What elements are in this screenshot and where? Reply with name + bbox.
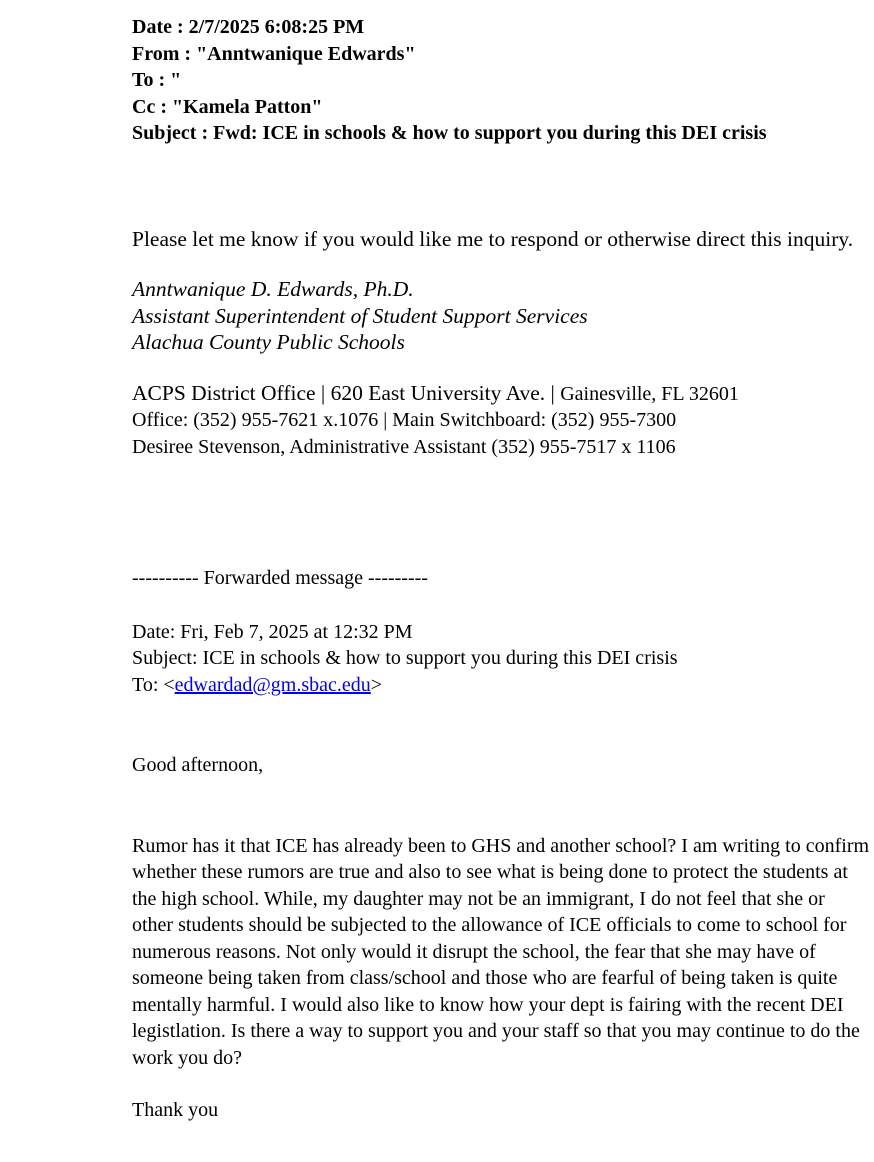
forwarded-subject: Subject: ICE in schools & how to support you during this DEI crisis <box>132 647 678 669</box>
header-cc-value: "Kamela Patton" <box>171 95 323 118</box>
contact-office-part1: ACPS District Office | <box>132 380 331 405</box>
header-from-label: From : <box>132 42 197 65</box>
forwarded-meta <box>132 619 870 699</box>
contact-block <box>132 380 870 461</box>
header-cc <box>132 94 870 121</box>
forwarded-to-suffix: > <box>370 673 383 696</box>
header-from-value: "Anntwanique Edwards" <box>196 42 416 65</box>
header-subject-value: Fwd: ICE in schools & how to support you during this DEI crisis <box>213 122 767 144</box>
signature-block <box>132 276 870 356</box>
contact-office-line <box>132 380 870 408</box>
header-cc-label: Cc : <box>132 95 172 118</box>
email-document <box>132 14 870 1124</box>
message-greeting: Good afternoon, <box>132 754 264 776</box>
header-to-label: To : <box>132 69 171 91</box>
header-from <box>132 41 870 68</box>
intro-paragraph: Please let me know if you would like me to respond or otherwise direct this inquiry. <box>132 226 854 251</box>
header-subject <box>132 120 870 147</box>
forwarded-to <box>132 672 870 699</box>
header-to-value: " <box>170 69 182 91</box>
contact-office-part3: Gainesville, FL 32601 <box>560 382 739 405</box>
signature-title: Assistant Superintendent of Student Support Services <box>132 303 588 328</box>
header-date-label: Date : <box>132 16 189 38</box>
contact-phone-line: Office: (352) 955-7621 x.1076 | Main Switchboard: (352) 955-7300 <box>132 409 677 431</box>
contact-office-part2: 620 East University Ave. | <box>330 380 561 405</box>
email-header <box>132 14 870 147</box>
header-subject-label: Subject : <box>132 122 214 144</box>
signature-name: Anntwanique D. Edwards, Ph.D. <box>132 277 414 301</box>
forwarded-to-email-link[interactable]: edwardad@gm.sbac.edu <box>174 673 371 696</box>
header-to <box>132 67 870 94</box>
forwarded-separator: ---------- Forwarded message --------- <box>132 567 428 589</box>
message-body: Rumor has it that ICE has already been to GHS and another school? I am writing to confirm whether these rumors are true and also to see what is being done to protect the students at the high school. While, my daughter may not be an immigrant, I do not feel that she or other students should be subjected to the allowance of ICE officials to come to school for numerous reasons. Not only would it disrupt the school, the fear that she may have of someone being taken from class/school and those who are fearful of being taken is quite mentally harmful. I would also like to know how your dept is fairing with the recent DEI legistlation. Is there a way to support you and your staff so that you may continue to do the work you do? <box>132 834 870 1069</box>
message-closing: Thank you <box>132 1099 219 1121</box>
header-date-value: 2/7/2025 6:08:25 PM <box>188 16 365 38</box>
forwarded-to-prefix: To: < <box>132 673 175 696</box>
forwarded-date: Date: Fri, Feb 7, 2025 at 12:32 PM <box>132 620 413 643</box>
contact-assistant-line: Desiree Stevenson, Administrative Assistant (352) 955-7517 x 1106 <box>132 435 676 458</box>
signature-org: Alachua County Public Schools <box>132 330 405 354</box>
header-date <box>132 14 870 41</box>
